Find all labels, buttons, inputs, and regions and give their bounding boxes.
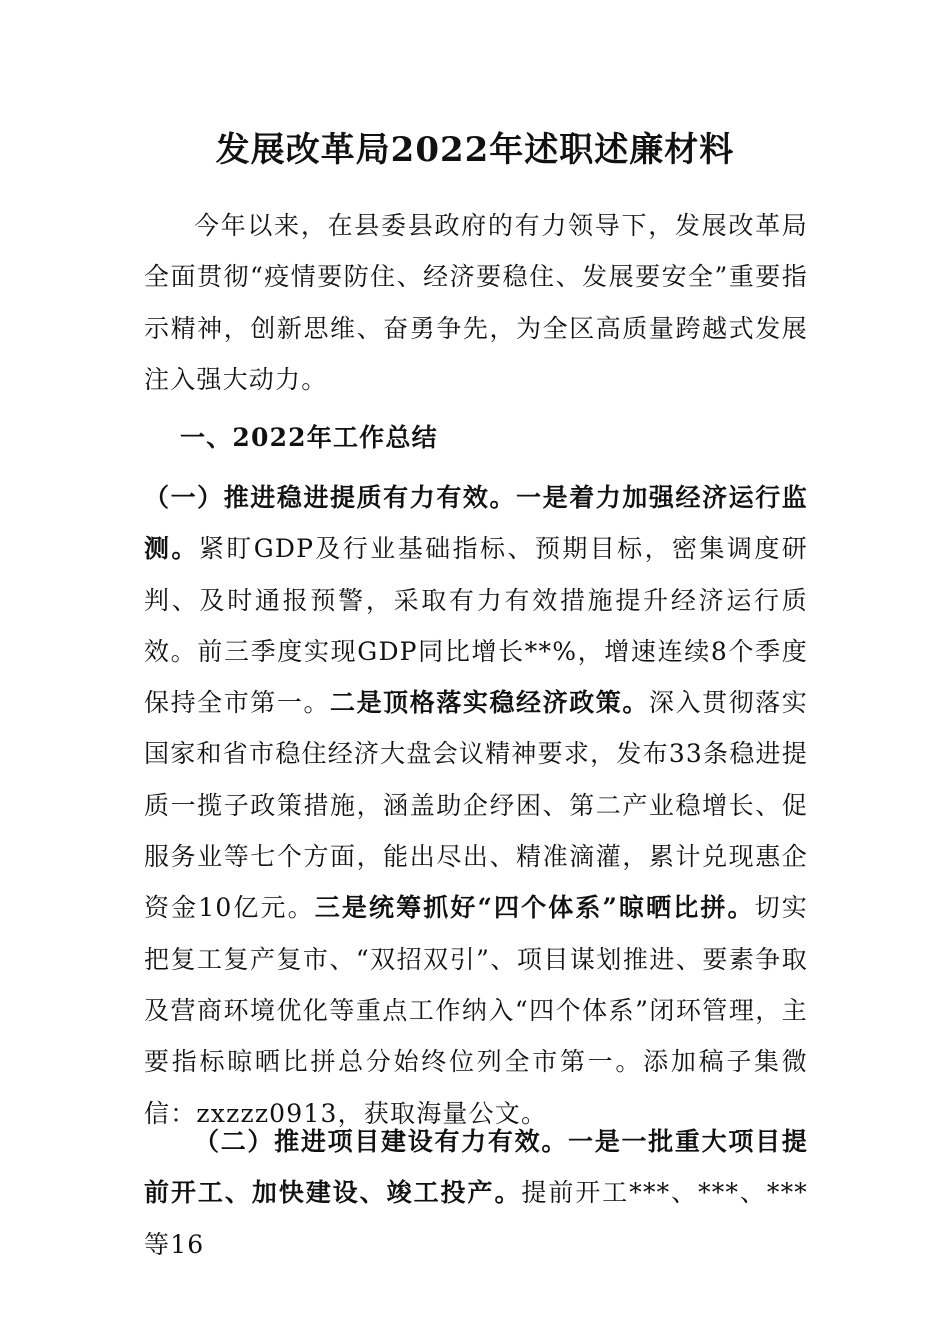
section1-text [144, 472, 808, 1139]
section1-item1-text: 紧盯GDP及行业基础指标、预期目标，密集调度研判、及时通报预警，采取有力有效措施提升经济运行质效。前三季度实现GDP同比增长**%，增速连续8个季度保持全市第一。 [144, 534, 808, 718]
section1-item1-title: 一是着力加强经济运行监测。 [144, 483, 808, 564]
section1-item2-text: 深入贯彻落实国家和省市稳住经济大盘会议精神要求，发布33条稳进提质一揽子政策措施，涵盖助企纾困、第二产业稳增长、促服务业等七个方面，能出尽出、精准滴灌，累计兑现惠企资金10亿元。 [144, 688, 809, 923]
section1-item3-title: 三是统筹抓好“四个体系”晾晒比拼。 [314, 893, 755, 923]
document-title: 发展改革局2022年述职述廉材料 [215, 130, 735, 170]
intro-paragraph [144, 200, 808, 405]
section-heading: 一、2022年工作总结 [180, 423, 438, 452]
section1-paragraph [144, 472, 808, 1139]
section2-paragraph [144, 1116, 808, 1270]
section1-item3-text: 切实把复工复产复市、“双招双引”、项目谋划推进、要素争取及营商环境优化等重点工作纳入“四个体系”闭环管理，主要指标晾晒比拼总分始终位列全市第一。添加稿子集微信：zxzzz0913，获取海量公文。 [144, 893, 808, 1128]
section2-lead: （二）推进项目建设有力有效。 [194, 1127, 569, 1156]
intro-text: 今年以来，在县委县政府的有力领导下，发展改革局全面贯彻“疫情要防住、经济要稳住、发展要安全”重要指示精神，创新思维、奋勇争先，为全区高质量跨越式发展注入强大动力。 [144, 211, 808, 394]
section1-item2-title: 二是顶格落实稳经济政策。 [330, 688, 649, 718]
section2-text [144, 1116, 808, 1270]
section2-item1-title: 一是一批重大项目提前开工、加快建设、竣工投产。 [144, 1127, 808, 1208]
section1-lead: （一）推进稳进提质有力有效。 [144, 483, 517, 512]
section2-item1-text: 提前开工***、***、***等16 [144, 1178, 808, 1259]
